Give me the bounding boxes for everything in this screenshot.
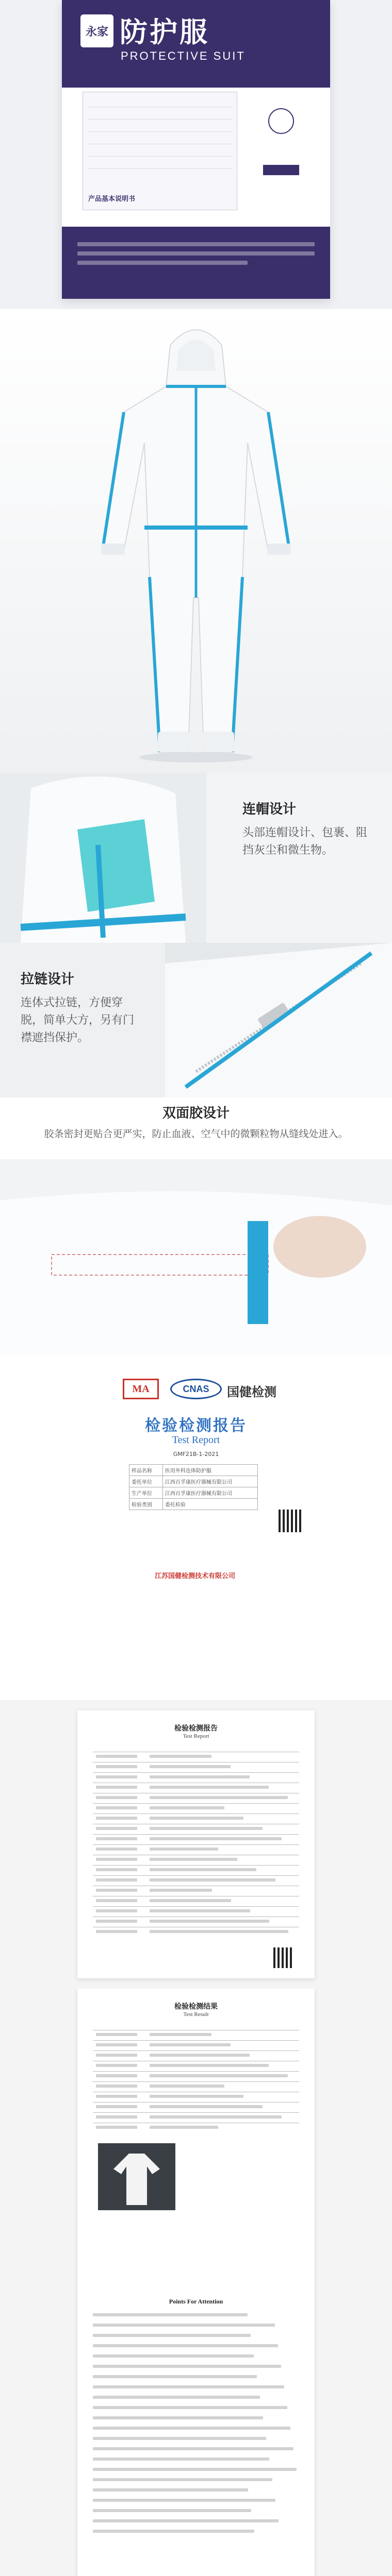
report-text-line [96, 1817, 137, 1820]
report-text-line [96, 2054, 137, 2057]
report-text-line [150, 1909, 250, 1912]
report-text-line [96, 1765, 137, 1768]
report-text-line [96, 1806, 137, 1809]
zipper-feature-title: 拉链设计 [21, 972, 75, 987]
report-text-line [150, 1878, 275, 1882]
zipper-feature-section [0, 943, 392, 1097]
certificate-title: 检验检测报告 [145, 1417, 247, 1435]
report-text-line [93, 2437, 266, 2440]
certificate-row-value: 江西百孚康医疗器械有限公司 [162, 1487, 257, 1499]
certificate-row-label: 生产单位 [129, 1487, 163, 1499]
report-text-line [150, 1858, 237, 1861]
package-title: 防护服 [120, 16, 209, 48]
suit-hero-section [0, 309, 392, 773]
report-text-line [96, 1837, 137, 1840]
certificate-info-table [129, 1464, 258, 1510]
package-section [0, 0, 392, 309]
report-text-line [93, 2458, 269, 2461]
report-text-line [96, 1920, 137, 1923]
report-text-line [96, 1889, 137, 1892]
report-number: GMF21B-1-2021 [173, 1451, 219, 1458]
report-page-1-subtitle: Test Report [183, 1733, 209, 1739]
report-page-1-section [0, 1700, 392, 1989]
report-text-line [93, 2530, 254, 2533]
report-text-line [150, 1796, 288, 1799]
report-table-rule [93, 1865, 299, 1866]
report-page-2 [77, 1989, 315, 2576]
package-footer [62, 227, 330, 299]
certificate-issuer: 江苏国健检测技术有限公司 [154, 1572, 235, 1580]
certificate-row-label: 样品名称 [129, 1465, 163, 1476]
report-text-line [150, 1765, 231, 1768]
certificate-row-label: 检验类别 [129, 1499, 163, 1510]
tape-feature-desc: 胶条密封更贴合更严实，防止血液、空气中的微颗粒物从缝线处进入。 [44, 1128, 348, 1140]
points-for-attention-title: Points For Attention [169, 2298, 223, 2305]
report-text-line [93, 2385, 284, 2388]
report-text-line [96, 1848, 137, 1851]
report-text-line [150, 1775, 250, 1778]
report-text-line [150, 1930, 288, 1933]
report-text-line [96, 1909, 137, 1912]
report-text-line [96, 1796, 137, 1799]
report-text-line [150, 1848, 218, 1851]
testing-org-name: 国健检测 [227, 1385, 276, 1399]
report-text-line [150, 1899, 231, 1902]
report-text-line [93, 2334, 251, 2337]
report-table-rule [93, 1834, 299, 1835]
package-section-label: 产品基本说明书 [88, 195, 136, 203]
report-text-line [96, 2074, 137, 2077]
report-text-line [93, 2375, 257, 2378]
report-text-line [93, 2354, 254, 2358]
certificate-row-value: 江西百孚康医疗器械有限公司 [162, 1476, 257, 1487]
certificate-row-value: 委托检验 [162, 1499, 257, 1510]
report-text-line [96, 1827, 137, 1830]
report-text-line [93, 2313, 248, 2316]
cnas-logo: CNAS [170, 1379, 222, 1399]
report-text-line [150, 1817, 243, 1820]
report-text-line [150, 1920, 269, 1923]
report-text-line [150, 2084, 224, 2088]
report-text-line [93, 2468, 297, 2471]
report-text-line [96, 2084, 137, 2088]
package-subtitle: PROTECTIVE SUIT [121, 49, 246, 62]
certificate-subtitle: Test Report [172, 1434, 220, 1446]
report-table-rule [93, 2050, 299, 2051]
report-text-line [96, 1786, 137, 1789]
report-text-line [150, 2033, 211, 2036]
certificate-row-value: 医用外科连体防护服 [162, 1465, 257, 1476]
suit-illustration [0, 309, 392, 773]
report-table-rule [93, 2071, 299, 2072]
report-page-1-title: 检验检测报告 [174, 1724, 218, 1733]
tape-closeup-image [0, 1159, 392, 1355]
report-text-line [93, 2447, 293, 2450]
report-text-line [93, 2427, 290, 2430]
certificate-row [129, 1465, 258, 1476]
report-text-line [150, 2105, 263, 2108]
report-text-line [93, 2324, 275, 2327]
report-table-rule [93, 1906, 299, 1907]
report-table-rule [93, 2040, 299, 2041]
report-text-line [93, 2416, 263, 2419]
report-text-line [150, 1889, 212, 1892]
report-text-line [96, 1930, 137, 1933]
certificate-section [0, 1370, 392, 1700]
certificate-row [129, 1476, 258, 1487]
report-table-rule [93, 1875, 299, 1876]
report-text-line [93, 2365, 281, 2368]
certificate-row [129, 1487, 258, 1499]
report-text-line [150, 2126, 218, 2129]
report-text-line [150, 2074, 288, 2077]
report-text-line [150, 1806, 224, 1809]
report-text-line [150, 1868, 256, 1871]
package-symbols [248, 103, 315, 206]
package-header [62, 0, 330, 88]
report-text-line [150, 2095, 243, 2098]
report-text-line [150, 2043, 231, 2046]
report-text-line [96, 1868, 137, 1871]
report-page-2-section [0, 1989, 392, 2576]
sample-photo [98, 2143, 175, 2210]
report-text-line [96, 2095, 137, 2098]
certification-logos [0, 1370, 392, 1406]
report-text-line [93, 2478, 272, 2481]
hood-closeup-image [0, 773, 206, 943]
certificate-row [129, 1499, 258, 1510]
hood-feature-desc: 头部连帽设计、包裹、阻挡灰尘和微生物。 [242, 826, 368, 857]
report-text-line [150, 1786, 269, 1789]
package-label-window [83, 92, 237, 210]
report-text-line [93, 2499, 275, 2502]
report-text-line [93, 2509, 251, 2512]
tape-feature-section [0, 1097, 392, 1355]
report-text-line [93, 2406, 287, 2409]
tape-feature-title: 双面胶设计 [162, 1106, 230, 1121]
report-text-line [93, 2396, 260, 2399]
report-text-line [93, 2488, 248, 2492]
report-table-rule [93, 1803, 299, 1804]
zipper-closeup-image [165, 943, 392, 1097]
report-text-line [93, 2344, 278, 2347]
report-text-line [150, 1827, 263, 1830]
report-text-line [96, 1899, 137, 1902]
report-page-2-subtitle: Test Result [183, 2011, 209, 2018]
report-text-line [150, 1755, 211, 1758]
report-text-line [93, 2519, 279, 2522]
report-text-line [96, 2064, 137, 2067]
report-text-line [150, 2115, 282, 2119]
report-table-rule [93, 2081, 299, 2082]
report-text-line [96, 1755, 137, 1758]
report-text-line [150, 2064, 269, 2067]
hood-feature-section [0, 773, 392, 943]
report-page-2-title: 检验检测结果 [174, 2003, 218, 2011]
qr-code-icon [273, 1947, 294, 1968]
zipper-feature-desc: 连体式拉链，方便穿脱，简单大方，另有门襟遮挡保护。 [21, 996, 135, 1044]
report-text-line [96, 1878, 137, 1882]
certificate-row-label: 委托单位 [129, 1476, 163, 1487]
report-text-line [96, 1858, 137, 1861]
report-text-line [96, 2033, 137, 2036]
report-table-rule [93, 1772, 299, 1773]
report-text-line [150, 1837, 282, 1840]
report-table-rule [93, 2102, 299, 2103]
hood-feature-title: 连帽设计 [242, 802, 297, 817]
recycle-icon [268, 108, 294, 134]
report-text-line [96, 2126, 137, 2129]
report-text-line [150, 2054, 250, 2057]
report-text-line [96, 2105, 137, 2108]
ma-logo: MA [123, 1379, 159, 1399]
size-tag [263, 165, 299, 175]
report-page-1 [77, 1710, 315, 1978]
report-table-rule [93, 2112, 299, 2113]
report-text-line [96, 2115, 137, 2119]
report-text-line [96, 1775, 137, 1778]
package-bag [62, 0, 330, 299]
report-text-line [96, 2043, 137, 2046]
qr-code-icon [279, 1510, 301, 1532]
brand-badge: 永家 [80, 14, 113, 47]
report-table-rule [93, 1844, 299, 1845]
